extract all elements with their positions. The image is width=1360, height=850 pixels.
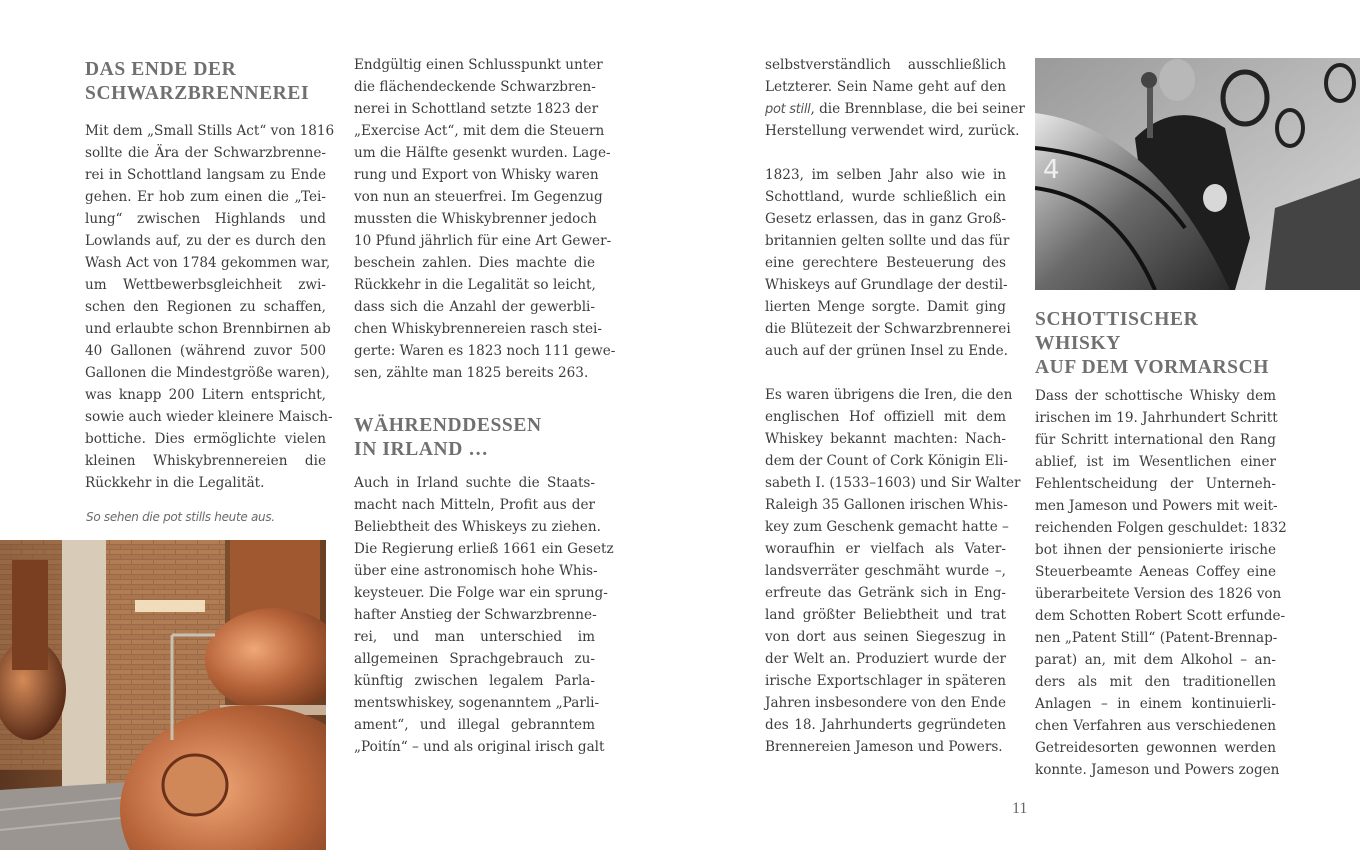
text-line: beschein zahlen. Dies machte die xyxy=(354,255,595,271)
text-line: rei, und man unterschied im xyxy=(354,629,595,645)
text-line: britannien gelten sollte und das für xyxy=(765,233,1010,249)
text-line: Gesetz erlassen, das in ganz Groß- xyxy=(765,211,1006,227)
text-line: Schottland, wurde schließlich ein xyxy=(765,189,1006,205)
text-line: sollte die Ära der Schwarzbrenne- xyxy=(85,145,326,161)
text-line: keysteuer. Die Folge war ein sprung- xyxy=(354,585,608,601)
text-line: bottiche. Dies ermöglichte vielen xyxy=(85,431,326,447)
text-line: allgemeinen Sprachgebrauch zu- xyxy=(354,651,595,667)
left-column-1 xyxy=(85,58,335,494)
text-line: schen den Regionen zu schaffen, xyxy=(85,299,326,315)
text-line: mussten die Whiskybrenner jedoch xyxy=(354,211,597,227)
text-line: selbstverständlich ausschließlich xyxy=(765,57,1006,73)
section-heading-schottischer-whisky xyxy=(1035,308,1276,380)
text-line: land größter Beliebtheit und trat xyxy=(765,607,1006,623)
text-line xyxy=(765,98,1025,120)
text-line: parat) an, mit dem Alkohol – an- xyxy=(1035,652,1276,668)
text-line: sabeth I. (1533–1603) und Sir Walter xyxy=(765,475,1021,491)
cooper-image xyxy=(1035,58,1360,290)
text-line: Gallonen die Mindestgröße waren), xyxy=(85,365,330,381)
text-line: Auch in Irland suchte die Staats- xyxy=(354,475,595,491)
text-line: Getreidesorten gewonnen werden xyxy=(1035,740,1276,756)
text-line: Fehlentscheidung der Unterneh- xyxy=(1035,476,1276,492)
heading-line: DAS ENDE DER xyxy=(85,59,237,80)
heading-line: AUF DEM VORMARSCH xyxy=(1035,357,1270,378)
text-line: lierten Menge sorgte. Damit ging xyxy=(765,299,1006,315)
left-column-2 xyxy=(354,54,616,758)
text-line: dem der Count of Cork Königin Eli- xyxy=(765,453,1008,469)
text-line: eine gerechtere Besteuerung des xyxy=(765,255,1006,271)
text-line: ablief, ist im Wesentlichen einer xyxy=(1035,454,1276,470)
text-line: Whiskey bekannt machten: Nach- xyxy=(765,431,1006,447)
text-line: Dass der schottische Whisky dem xyxy=(1035,388,1276,404)
right-column-2 xyxy=(1035,308,1287,781)
text-line: woraufhin er vielfach als Vater- xyxy=(765,541,1006,557)
text-line: „Exercise Act“, mit dem die Steuern xyxy=(354,123,605,139)
text-line: chen Whiskybrennereien rasch stei- xyxy=(354,321,602,337)
paragraph-patent-still xyxy=(1035,385,1287,781)
text-line: nen „Patent Still“ (Patent-Brennap- xyxy=(1035,630,1278,646)
heading-line: IN IRLAND … xyxy=(354,439,489,460)
text-line: ders als mit den traditionellen xyxy=(1035,674,1276,690)
text-line: mentswhiskey, sogenanntem „Parli- xyxy=(354,695,600,711)
text-line: Jahren insbesondere von den Ende xyxy=(765,695,1006,711)
text-line: rei in Schottland langsam zu Ende xyxy=(85,167,326,183)
text-line: irischen im 19. Jahrhundert Schritt xyxy=(1035,410,1278,426)
text-line: hafter Anstieg der Schwarzbrenne- xyxy=(354,607,597,623)
text-line: was knapp 200 Litern entspricht, xyxy=(85,387,326,403)
text-line: des 18. Jahrhunderts gegründeten xyxy=(765,717,1006,733)
text-line: gerte: Waren es 1823 noch 111 gewe- xyxy=(354,343,616,359)
text-line: künftig zwischen legalem Parla- xyxy=(354,673,595,689)
text-line: gehen. Er hob zum einen die „Tei- xyxy=(85,189,326,205)
pot-stills-image xyxy=(0,540,326,850)
text-line: reichenden Folgen geschuldet: 1832 xyxy=(1035,520,1287,536)
text-line: Wash Act von 1784 gekommen war, xyxy=(85,255,331,271)
paragraph-exercise-act xyxy=(354,54,616,384)
text-line: landsverräter geschmäht wurde –, xyxy=(765,563,1006,579)
text-line: chen Verfahren aus verschiedenen xyxy=(1035,718,1276,734)
paragraph-irland xyxy=(354,472,614,758)
paragraph-small-stills-act xyxy=(85,120,335,494)
text-line: auch auf der grünen Insel zu Ende. xyxy=(765,343,1008,359)
text-line: Steuerbeamte Aeneas Coffey eine xyxy=(1035,564,1276,580)
text-line: nerei in Schottland setzte 1823 der xyxy=(354,101,599,117)
heading-line: WÄHRENDDESSEN xyxy=(354,415,542,436)
text-line: rung und Export von Whisky waren xyxy=(354,167,599,183)
text-line: Anlagen – in einem kontinuierli- xyxy=(1035,696,1276,712)
text-line: und erlaubte schon Brennbirnen ab xyxy=(85,321,331,337)
text-line: Herstellung verwendet wird, zurück. xyxy=(765,123,1020,139)
heading-line: SCHOTTISCHER WHISKY xyxy=(1035,309,1199,354)
italic-term: pot still xyxy=(765,102,811,117)
text-line: englischen Hof offiziell mit dem xyxy=(765,409,1006,425)
text-line: sen, zählte man 1825 bereits 263. xyxy=(354,365,589,381)
text-line: Rückkehr in die Legalität so leicht, xyxy=(354,277,596,293)
text-line: über eine astronomisch hohe Whis- xyxy=(354,563,598,579)
text-line: Beliebtheit des Whiskeys zu ziehen. xyxy=(354,519,601,535)
right-column-1 xyxy=(765,54,1025,758)
text-line: 10 Pfund jährlich für eine Art Gewer- xyxy=(354,233,612,249)
text-line: macht nach Mitteln, Profit aus der xyxy=(354,497,595,513)
text-line: Die Regierung erließ 1661 ein Gesetz xyxy=(354,541,614,557)
text-line: die flächendeckende Schwarzbren- xyxy=(354,79,596,95)
text-line: erfreute das Getränk sich in Eng- xyxy=(765,585,1006,601)
text-line: von dort aus seinen Siegeszug in xyxy=(765,629,1006,645)
paragraph-pot-still xyxy=(765,54,1025,142)
section-heading-schwarzbrennerei xyxy=(85,58,326,106)
text-line: „Poitín“ – und als original irisch galt xyxy=(354,739,605,755)
text-line: dass sich die Anzahl der gewerbli- xyxy=(354,299,595,315)
section-heading-irland xyxy=(354,414,595,462)
text-line: konnte. Jameson und Powers zogen xyxy=(1035,762,1280,778)
text-line: men Jameson und Powers mit weit- xyxy=(1035,498,1278,514)
text-line: 1823, im selben Jahr also wie in xyxy=(765,167,1006,183)
text-line: Raleigh 35 Gallonen irischen Whis- xyxy=(765,497,1008,513)
text-fragment: , die Brennblase, die bei seiner xyxy=(810,101,1025,117)
text-line: überarbeitete Version des 1826 von xyxy=(1035,586,1282,602)
heading-line: SCHWARZBRENNEREI xyxy=(85,83,310,104)
text-line: um die Hälfte gesenkt wurden. Lage- xyxy=(354,145,611,161)
pot-stills-photo xyxy=(0,540,326,850)
text-line: Es waren übrigens die Iren, die den xyxy=(765,387,1013,403)
text-line: dem Schotten Robert Scott erfunde- xyxy=(1035,608,1286,624)
text-line: Lowlands auf, zu der es durch den xyxy=(85,233,326,249)
text-line: key zum Geschenk gemacht hatte – xyxy=(765,519,1009,535)
text-line: irische Exportschlager in späteren xyxy=(765,673,1006,689)
text-line: um Wettbewerbsgleichheit zwi- xyxy=(85,277,326,293)
text-line: die Blütezeit der Schwarzbrennerei xyxy=(765,321,1011,337)
paragraph-1823-gesetz xyxy=(765,164,1011,362)
text-line: kleinen Whiskybrennereien die xyxy=(85,453,326,469)
text-line: von nun an steuerfrei. Im Gegenzug xyxy=(354,189,603,205)
text-line: Endgültig einen Schlusspunkt unter xyxy=(354,57,603,73)
text-line: 40 Gallonen (während zuvor 500 xyxy=(85,343,326,359)
text-line: Rückkehr in die Legalität. xyxy=(85,475,265,491)
page-number: 11 xyxy=(1012,800,1028,817)
photo-caption: So sehen die pot stills heute aus. xyxy=(86,510,275,524)
svg-text:4: 4 xyxy=(1043,155,1060,185)
text-line: Mit dem „Small Stills Act“ von 1816 xyxy=(85,123,335,139)
text-line: Letzterer. Sein Name geht auf den xyxy=(765,79,1006,95)
text-line: bot ihnen der pensionierte irische xyxy=(1035,542,1276,558)
text-line: ament“, und illegal gebranntem xyxy=(354,717,595,733)
text-line: der Welt an. Produziert wurde der xyxy=(765,651,1006,667)
text-line: sowie auch wieder kleinere Maisch- xyxy=(85,409,333,425)
text-line: Brennereien Jameson und Powers. xyxy=(765,739,1003,755)
text-line: lung“ zwischen Highlands und xyxy=(85,211,326,227)
text-line: für Schritt international den Rang xyxy=(1035,432,1276,448)
cooper-barrel-photo xyxy=(1035,58,1360,290)
text-line: Whiskeys auf Grundlage der destil- xyxy=(765,277,1008,293)
paragraph-iren-englischer-hof xyxy=(765,384,1021,758)
